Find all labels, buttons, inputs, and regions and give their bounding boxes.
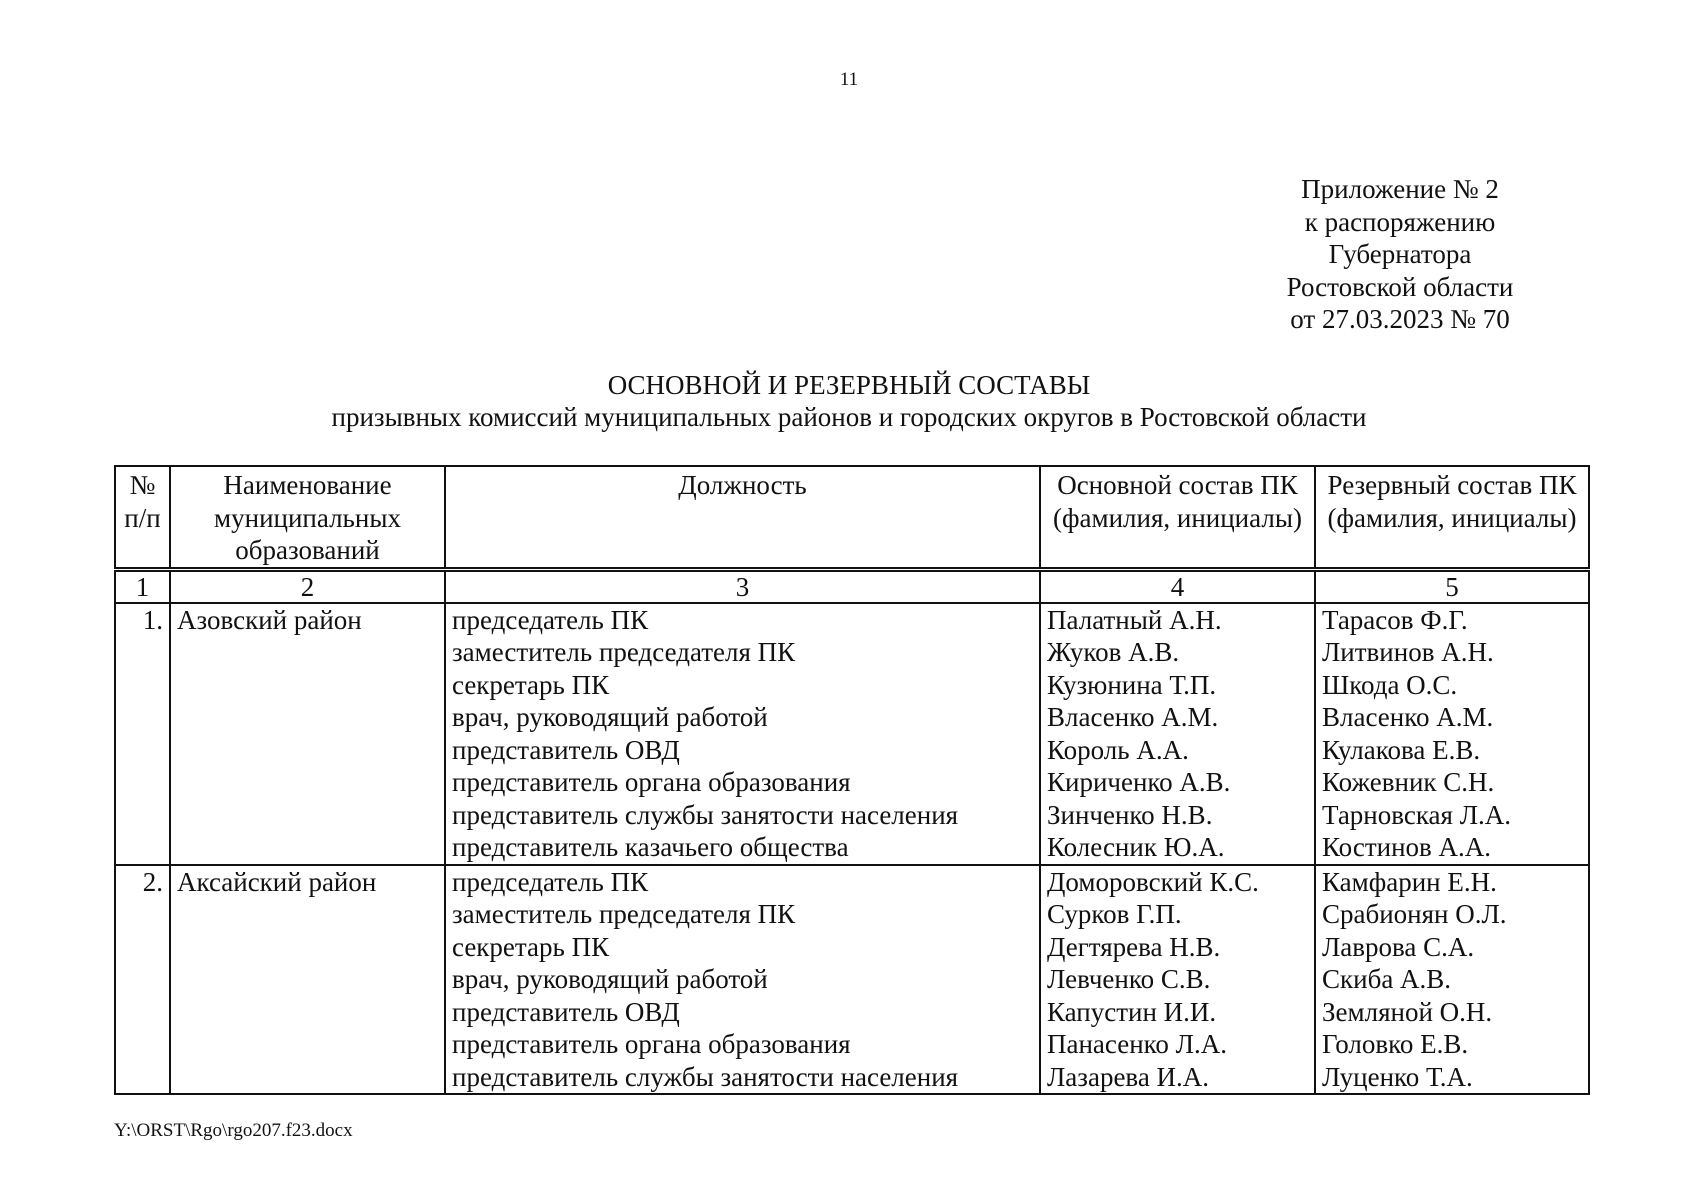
main-member: Панасенко Л.А.: [1047, 1029, 1227, 1059]
reserve-member: Земляной О.Н.: [1322, 996, 1493, 1027]
header-reserve: [1315, 466, 1589, 569]
main-member: Жуков А.В.: [1047, 637, 1180, 667]
appendix-line: Приложение № 2: [1301, 174, 1499, 204]
header-row: [115, 466, 1589, 569]
header-position: [445, 466, 1040, 569]
position-item: секретарь ПК: [452, 931, 610, 962]
main-member: Доморовский К.С.: [1047, 866, 1259, 897]
reserve-member: Шкода О.С.: [1322, 669, 1458, 700]
reserve-member: Лаврова С.А.: [1322, 931, 1475, 962]
position-item: представитель органа образования: [452, 1029, 851, 1059]
column-number: 3: [445, 569, 1040, 603]
positions-cell: [445, 603, 1040, 865]
header-name: [170, 466, 445, 569]
position-item: врач, руководящий работой: [452, 702, 768, 732]
position-item: представитель казачьего общества: [452, 832, 849, 862]
appendix-line: Губернатора: [1328, 239, 1472, 269]
column-number: 1: [115, 569, 170, 603]
header-line: Должность: [678, 470, 807, 500]
header-line: Основной состав ПК: [1057, 470, 1298, 500]
table-row: [115, 603, 1589, 865]
positions-cell: [445, 865, 1040, 1095]
reserve-member: Кулакова Е.В.: [1322, 734, 1481, 765]
position-item: представитель службы занятости населения: [452, 1061, 959, 1092]
appendix-line: от 27.03.2023 № 70: [1290, 304, 1510, 334]
column-number: 4: [1040, 569, 1315, 603]
reserve-member: Скиба А.В.: [1322, 964, 1452, 994]
commission-table: [114, 465, 1590, 1095]
main-member: Власенко А.М.: [1047, 702, 1219, 732]
reserve-member: Тарасов Ф.Г.: [1322, 604, 1468, 635]
header-main: [1040, 466, 1315, 569]
column-number-row: [115, 569, 1589, 603]
file-path-footer: Y:\ORST\Rgo\rgo207.f23.docx: [114, 1120, 353, 1141]
reserve-member: Тарновская Л.А.: [1322, 799, 1511, 830]
main-member: Зинченко Н.В.: [1047, 799, 1213, 830]
main-member: Лазарева И.А.: [1047, 1061, 1210, 1092]
reserve-member: Кожевник С.Н.: [1322, 767, 1495, 797]
position-item: председатель ПК: [452, 604, 649, 635]
position-item: секретарь ПК: [452, 669, 610, 700]
main-member: Сурков Г.П.: [1047, 899, 1182, 929]
appendix-line: Ростовской области: [1286, 271, 1514, 302]
header-line: Резервный состав ПК: [1327, 470, 1577, 500]
reserve-member: Луценко Т.А.: [1322, 1061, 1473, 1092]
main-member: Левченко С.В.: [1047, 964, 1211, 994]
header-line: (фамилия, инициалы): [1053, 502, 1302, 533]
main-members-cell: [1040, 603, 1315, 865]
reserve-members-cell: [1315, 603, 1589, 865]
main-member: Капустин И.И.: [1047, 996, 1217, 1027]
position-item: врач, руководящий работой: [452, 964, 768, 994]
main-member: Палатный А.Н.: [1047, 604, 1222, 635]
reserve-member: Костинов А.А.: [1322, 832, 1492, 862]
header-line: (фамилия, инициалы): [1327, 502, 1577, 533]
main-member: Кириченко А.В.: [1047, 767, 1231, 797]
appendix-block: [1250, 173, 1550, 336]
municipality-name: Аксайский район: [170, 865, 445, 1095]
reserve-member: Власенко А.М.: [1322, 702, 1494, 732]
header-line: Наименование: [223, 470, 392, 500]
position-item: заместитель председателя ПК: [452, 899, 796, 929]
main-member: Кузюнина Т.П.: [1047, 669, 1217, 700]
document-title: ОСНОВНОЙ И РЕЗЕРВНЫЙ СОСТАВЫ: [607, 370, 1091, 400]
row-number: 2.: [115, 865, 170, 1095]
row-number: 1.: [115, 603, 170, 865]
municipality-name: Азовский район: [170, 603, 445, 865]
position-item: представитель ОВД: [452, 996, 680, 1027]
header-line: п/п: [124, 502, 161, 533]
column-number: 5: [1315, 569, 1589, 603]
reserve-member: Головко Е.В.: [1322, 1029, 1469, 1059]
table-row: [115, 865, 1589, 1095]
main-member: Дегтярева Н.В.: [1047, 931, 1221, 962]
reserve-member: Литвинов А.Н.: [1322, 637, 1494, 667]
position-item: председатель ПК: [452, 866, 649, 897]
position-item: заместитель председателя ПК: [452, 637, 796, 667]
reserve-member: Камфарин Е.Н.: [1322, 866, 1497, 897]
column-number: 2: [170, 569, 445, 603]
page-number: 11: [839, 69, 859, 90]
main-member: Король А.А.: [1047, 734, 1189, 765]
header-num: [115, 466, 170, 569]
document-subtitle: призывных комиссий муниципальных районов и городских округов в Ростовской области: [331, 402, 1367, 432]
appendix-line: к распоряжению: [1304, 206, 1496, 237]
header-line: муниципальных: [214, 502, 401, 533]
main-member: Колесник Ю.А.: [1047, 832, 1225, 862]
position-item: представитель ОВД: [452, 734, 680, 765]
header-line: образований: [235, 535, 380, 565]
position-item: представитель службы занятости населения: [452, 799, 959, 830]
reserve-member: Срабионян О.Л.: [1322, 899, 1507, 929]
main-members-cell: [1040, 865, 1315, 1095]
reserve-members-cell: [1315, 865, 1589, 1095]
position-item: представитель органа образования: [452, 767, 851, 797]
header-line: №: [129, 470, 156, 500]
